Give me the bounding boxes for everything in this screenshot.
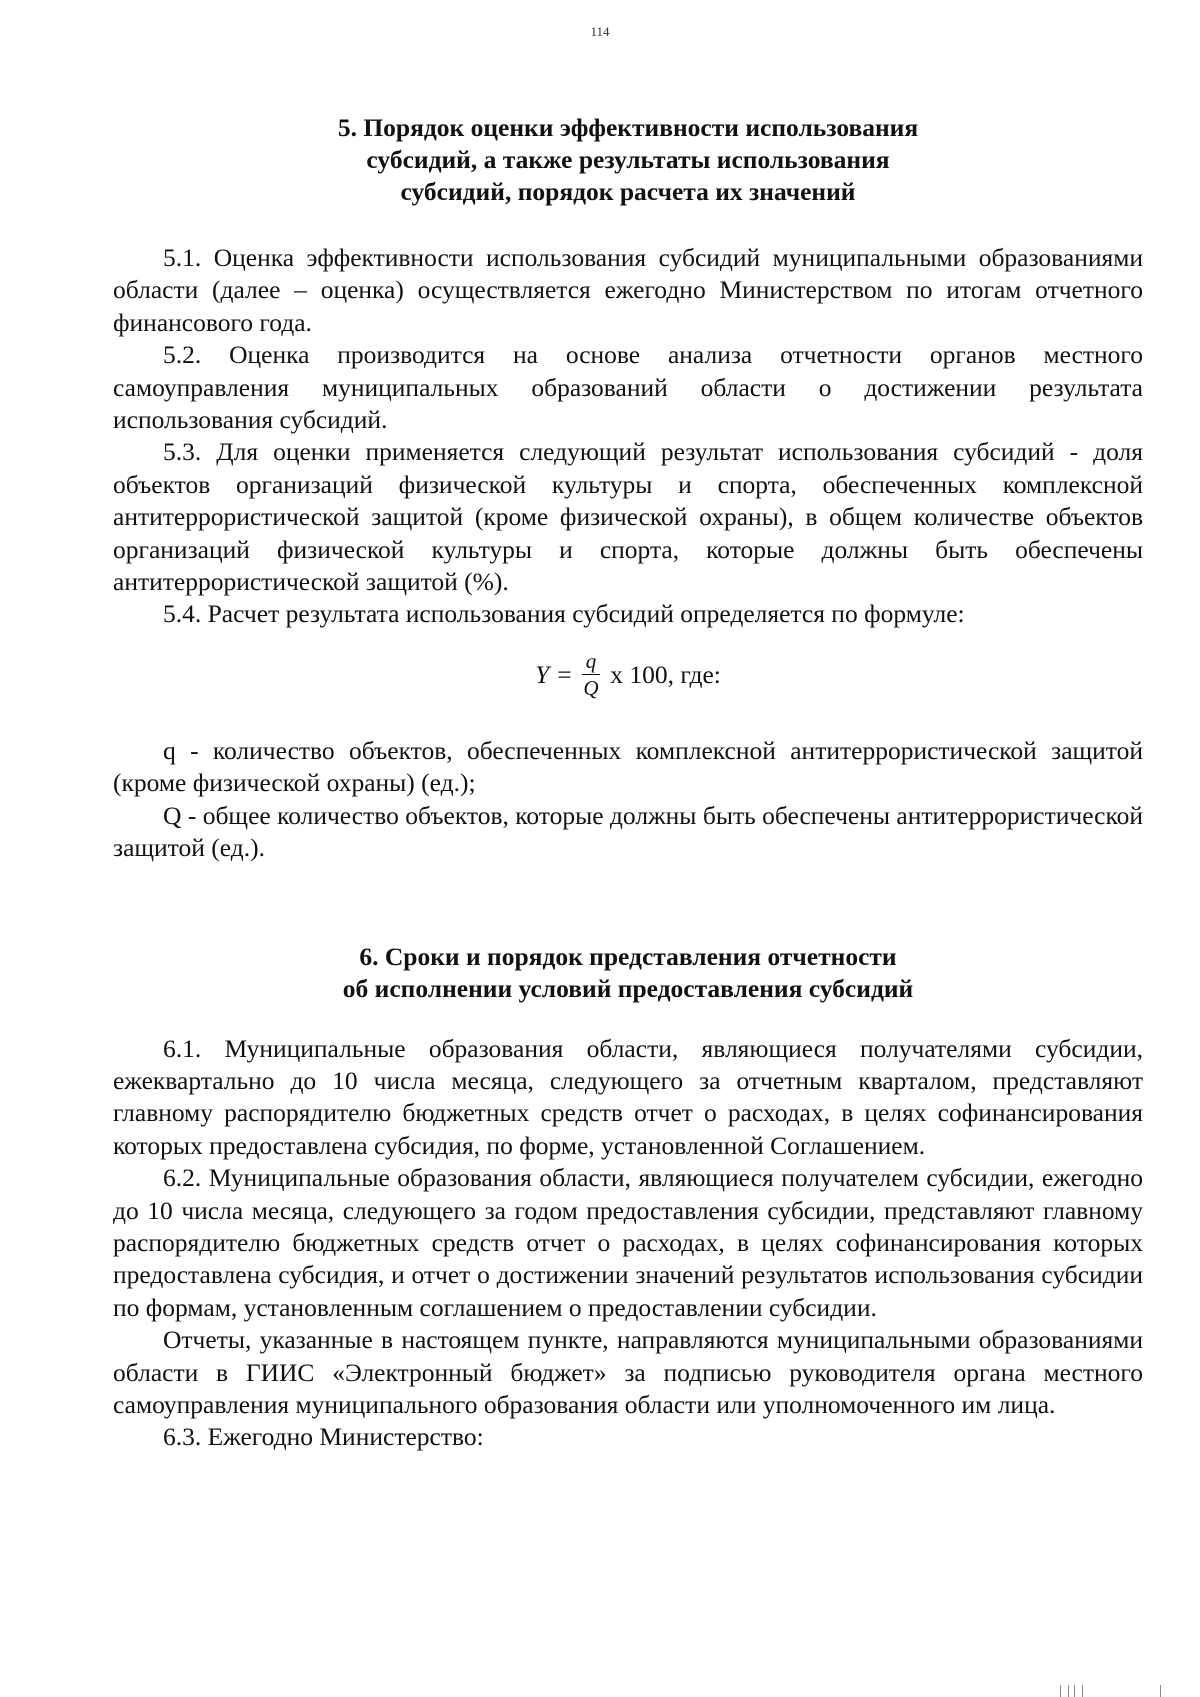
section-6 [113,941,1143,1454]
page-number: 114 [590,24,610,39]
definition-Q: Q - общее количество объектов, которые должны быть обеспечены антитеррористической защитой (ед.). [113,800,1143,863]
definition-q: q - количество объектов, обеспеченных комплексной антитеррористической защитой (кроме физической охраны) (ед.); [113,735,1143,798]
formula-fraction [582,648,601,701]
result-formula [113,645,1143,705]
section-6-heading [113,941,1143,1005]
paragraph-6-2-reports: Отчеты, указанные в настоящем пункте, направляются муниципальными образованиями области в ГИИС «Электронный бюджет» за подписью руководителя органа местного самоуправления муниципального образования области или уполномоченного им лица. [113,1325,1143,1419]
section-5-heading [113,112,1143,208]
section-5-heading-line: субсидий, порядок расчета их значений [400,177,856,206]
section-5 [113,112,1143,865]
formula-equals: = [557,659,572,689]
paragraph-5-1: 5.1. Оценка эффективности использования субсидий муниципальными образованиями области (далее – оценка) осуществляется ежегодно Министерством по итогам отчетного финансового года. [113,243,1143,337]
document-body [113,112,1143,1454]
formula-rhs: х 100, где: [610,659,721,689]
formula-lhs: Y [535,659,550,689]
paragraph-5-3: 5.3. Для оценки применяется следующий результат использования субсидий - доля объектов организаций физической культуры и спорта, обеспеченных комплексной антитеррористической защитой (кроме физической охраны), в общем количестве объектов организаций физической культуры и спорта, которые должны быть обеспечены антитеррористической защитой (%). [113,437,1143,597]
section-6-heading-line: 6. Сроки и порядок представления отчетности [359,941,897,971]
paragraph-6-1: 6.1. Муниципальные образования области, являющиеся получателями субсидии, ежеквартально до 10 числа месяца, следующего за отчетным кварталом, представляют главному распорядителю бюджетных средств отчет о расходах, в целях софинансирования которых предоставлена субсидия, по форме, установленной Соглашением. [113,1033,1143,1160]
paragraph-6-3: 6.3. Ежегодно Министерство: [163,1422,484,1452]
formula-numerator: q [582,648,601,675]
scan-edge-marks [1060,1683,1180,1697]
paragraph-5-4: 5.4. Расчет результата использования субсидий определяется по формуле: [163,599,965,629]
paragraph-6-2: 6.2. Муниципальные образования области, являющиеся получателем субсидии, ежегодно до 10 числа месяца, следующего за годом предоставления субсидии, представляют главному распорядителю бюджетных средств отчет о расходах, в целях софинансирования которых предоставлена субсидия, и отчет о достижении значений результатов использования субсидии по формам, установленным соглашением о предоставлении субсидии. [113,1163,1143,1322]
formula-denominator: Q [583,676,599,701]
section-5-heading-line: субсидий, а также результаты использования [366,145,890,174]
paragraph-5-2: 5.2. Оценка производится на основе анализа отчетности органов местного самоуправления муниципальных образований области о достижении результата использования субсидий. [113,340,1143,435]
section-5-heading-line: 5. Порядок оценки эффективности использования [337,113,919,142]
section-6-heading-line: об исполнении условий предоставления субсидий [342,973,914,1003]
